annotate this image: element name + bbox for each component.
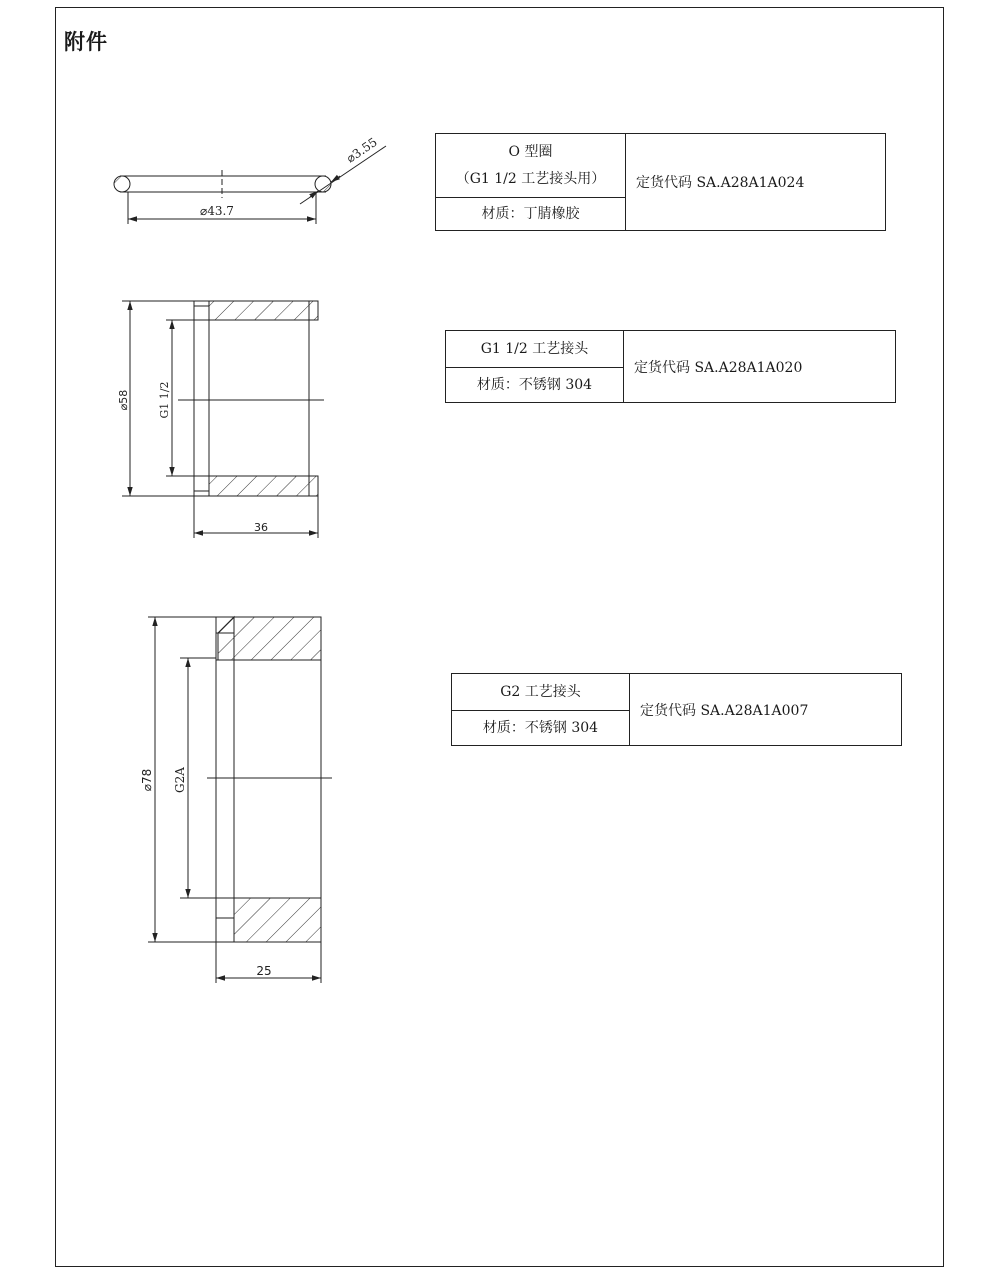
page-title: 附件 — [64, 30, 108, 54]
g2-fitting-material: 材质：不锈钢 304 — [452, 710, 629, 745]
g2-thread-label: G2A — [173, 767, 187, 793]
g1-outer-diameter-label: ⌀58 — [117, 389, 130, 411]
o-ring-spec-table — [435, 133, 886, 231]
o-ring-drawing — [112, 146, 386, 224]
g2-fitting-drawing — [148, 617, 332, 983]
g1-fitting-order-code: 定货代码 SA.A28A1A020 — [634, 359, 803, 376]
g1-fitting-drawing — [122, 301, 324, 538]
o-ring-material: 材质：丁腈橡胶 — [436, 197, 625, 230]
o-ring-order-code: 定货代码 SA.A28A1A024 — [636, 175, 805, 191]
g1-fitting-material: 材质：不锈钢 304 — [446, 367, 623, 402]
o-ring-section-label: ⌀3.55 — [343, 134, 380, 166]
g1-fitting-spec-table — [445, 330, 896, 403]
g2-outer-diameter-label: ⌀78 — [140, 768, 154, 792]
g2-length-label: 25 — [256, 964, 272, 978]
o-ring-diameter-label: ⌀43.7 — [200, 204, 234, 218]
g2-fitting-name: G2 工艺接头 — [500, 683, 581, 700]
g1-thread-label: G1 1/2 — [158, 381, 171, 419]
g2-fitting-spec-table — [451, 673, 902, 746]
g2-fitting-order-code: 定货代码 SA.A28A1A007 — [640, 702, 809, 719]
g1-fitting-name: G1 1/2 工艺接头 — [480, 340, 589, 357]
o-ring-name-cell — [436, 134, 625, 197]
g1-length-label: 36 — [254, 521, 268, 534]
o-ring-usage: （G1 1/2 工艺接头用） — [455, 170, 606, 187]
o-ring-name: O 型圈 — [508, 143, 553, 160]
o-ring-section-left — [112, 174, 132, 194]
